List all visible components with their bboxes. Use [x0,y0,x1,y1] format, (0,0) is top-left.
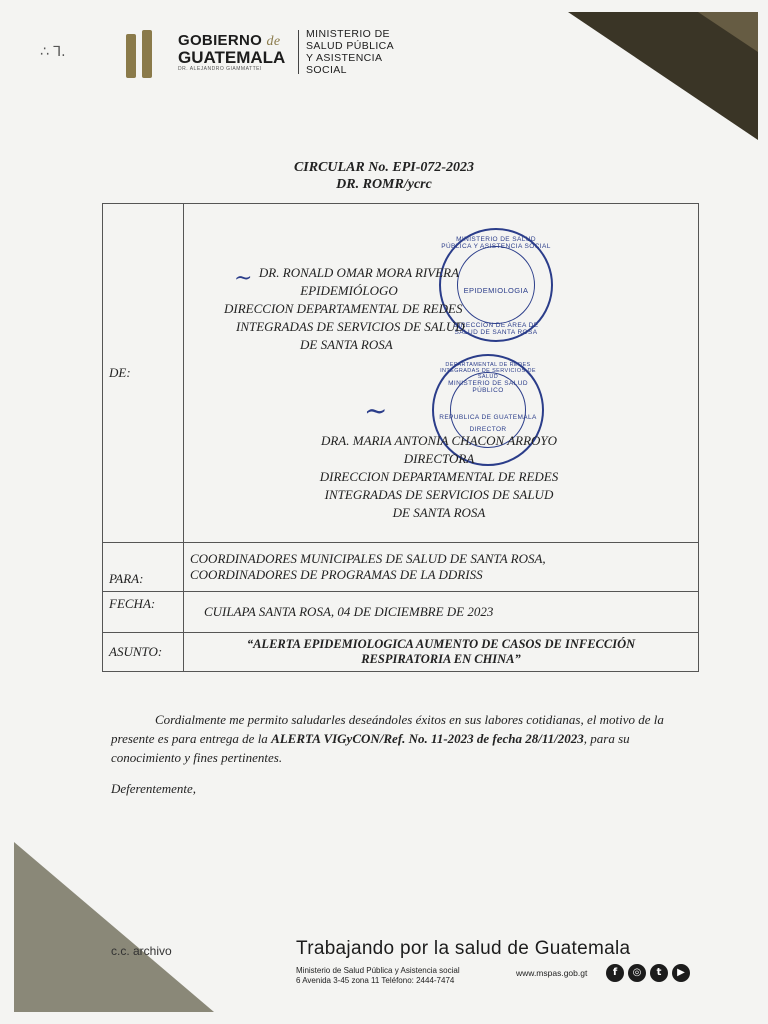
footer-slogan: Trabajando por la salud de Guatemala [296,938,631,959]
sender-1-title: EPIDEMIÓLOGO [300,283,398,298]
youtube-icon: ▶ [672,964,690,982]
para-label: PARA: [103,543,184,592]
cc-archive: c.c. archivo [111,944,172,958]
handwritten-mark: ∴ ⅂. [40,44,66,60]
twitter-icon: t [650,964,668,982]
fecha-label: FECHA: [103,592,184,633]
signature-2-icon: ~ [364,394,388,427]
instagram-icon: ◎ [628,964,646,982]
de-label: DE: [103,204,184,543]
logo-divider [298,30,299,74]
corner-accent [698,12,758,52]
ministry-name: MINISTERIO DE SALUD PÚBLICA Y ASISTENCIA SOCIAL [306,28,395,76]
circular-reference: DR. ROMR/ycrc [336,177,432,192]
para-value: COORDINADORES MUNICIPALES DE SALUD DE SANTA ROSA, COORDINADORES DE PROGRAMAS DE LA DDRISS [184,543,699,592]
director-stamp: DEPARTAMENTAL DE REDES INTEGRADAS DE SERVICIOS DE SALUD MINISTERIO DE SALUD PÚBLICO REPUBLICA DE GUATEMALA DIRECTOR [432,354,544,466]
memo-table [102,203,699,672]
sender-1: DR. RONALD OMAR MORA RIVERA EPIDEMIÓLOGO DIRECCION DEPARTAMENTAL DE REDES INTEGRADAS DE SERVICIOS DE SALUD DE SANTA ROSA [224,264,484,354]
body-paragraph: Cordialmente me permito saludarles deseándoles éxitos en sus labores cotidianas, el motivo de la presente es para entrega de la ALERTA VIGyCON/Ref. No. 11-2023 de fecha 28/11/2023, para su conocimiento y fines pertinentes. [111,712,664,765]
sender-1-name: DR. RONALD OMAR MORA RIVERA [258,265,460,280]
footer-address: Ministerio de Salud Pública y Asistencia social 6 Avenida 3-45 zona 11 Teléfono: 2444-7474 [296,966,460,985]
fecha-value: CUILAPA SANTA ROSA, 04 DE DICIEMBRE DE 2023 [184,592,699,633]
sender-2-title: DIRECTORA [403,451,475,466]
government-logo-icon [126,30,154,78]
circular-number: CIRCULAR No. EPI-072-2023 [293,160,475,175]
sender-2: DRA. MARIA ANTONIA CHACON ARROYO DIRECTORA DIRECCION DEPARTAMENTAL DE REDES INTEGRADAS DE SERVICIOS DE SALUD DE SANTA ROSA [294,432,584,522]
de-cell [184,204,699,543]
sender-2-name: DRA. MARIA ANTONIA CHACON ARROYO [320,433,558,448]
epidemiology-stamp: MINISTERIO DE SALUD PÚBLICA Y ASISTENCIA SOCIAL EPIDEMIOLOGIA DIRECCION DE AREA DE SALUD DE SANTA ROSA [439,228,553,342]
asunto-value: “ALERTA EPIDEMIOLOGICA AUMENTO DE CASOS DE INFECCIÓN RESPIRATORIA EN CHINA” [184,633,699,672]
footer-website: www.mspas.gob.gt [516,968,588,978]
corner-decoration-bottom-left [14,842,214,1012]
facebook-icon: f [606,964,624,982]
asunto-label: ASUNTO: [103,633,184,672]
signature-1-icon: ~ [234,266,253,291]
government-logo: GOBIERNO de GUATEMALA DR. ALEJANDRO GIAMMATTEI [178,32,286,72]
closing: Deferentemente, [111,781,197,796]
social-icons [606,964,690,982]
